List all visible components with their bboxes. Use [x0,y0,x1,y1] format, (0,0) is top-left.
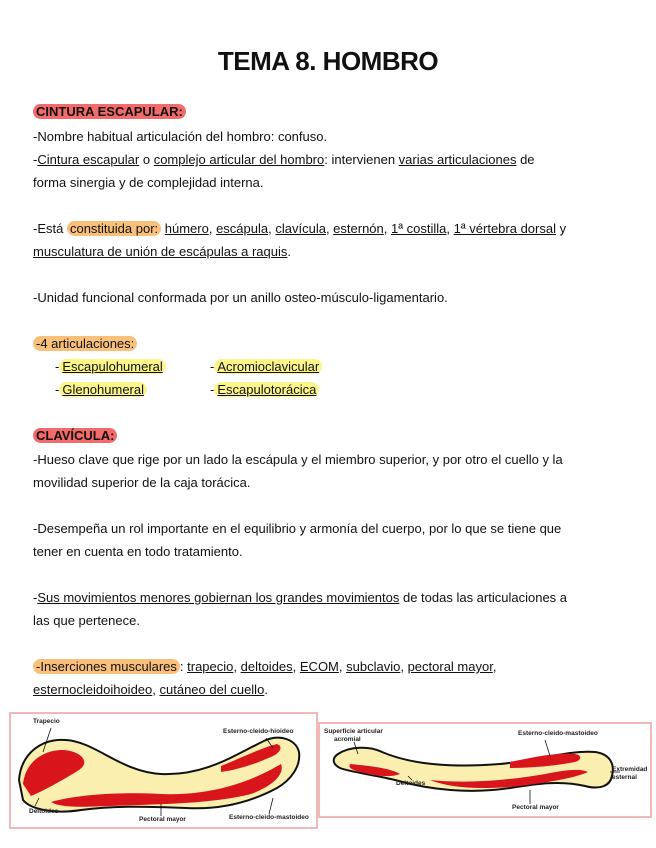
paragraph-3-line2: musculatura de unión de escápulas a raquis. [33,244,292,259]
label-deltoides-2: Deltoides [396,780,426,787]
paragraph-2-line2: forma sinergia y de complejidad interna. [33,175,264,190]
clavicle-figure-1 [9,712,318,829]
label-pectoral-mayor-1: Pectoral mayor [139,816,186,823]
label-esterno-cleido-hioideo: Esterno-cleido-hioideo [223,728,294,735]
paragraph-7: -Sus movimientos menores gobiernan los grandes movimientos de todas las articulaciones a [33,590,568,605]
page-title: TEMA 8. HOMBRO [217,46,439,76]
label-acromial: acromial [334,736,361,743]
paragraph-8-line2: esternocleidoihoideo, cutáneo del cuello. [33,682,268,697]
label-extremidad: Extremidad [612,766,648,773]
paragraph-5-line2: movilidad superior de la caja torácica. [33,475,251,490]
paragraph-6: -Desempeña un rol importante en el equilibrio y armonía del cuerpo, por lo que se tiene que [33,521,562,536]
paragraph-4: -Unidad funcional conformada por un anillo osteo-músculo-ligamentario. [33,290,448,305]
label-esterno-cleido-mastoideo-1: Esterno-cleido-mastoideo [229,814,309,821]
list-item-escapulotoracica: - Escapulotorácica [210,382,319,398]
heading-cintura-text: CINTURA ESCAPULAR: [33,104,186,119]
paragraph-5: -Hueso clave que rige por un lado la escápula y el miembro superior, y por otro el cuello y la [33,452,563,467]
heading-cintura [33,104,186,120]
label-deltoides-1: Deltoides [29,808,59,815]
paragraph-6-line2: tener en cuenta en todo tratamiento. [33,544,243,559]
heading-clavicula: CLAVÍCULA: [33,428,117,444]
paragraph-7-line2: las que pertenece. [33,613,140,628]
clavicle-illustration-2 [320,724,650,816]
list-item-glenohumeral: - Glenohumeral [55,382,147,398]
heading-articulaciones: -4 articulaciones: [33,336,137,352]
list-item-acromioclavicular: - Acromioclavicular [210,359,322,375]
label-trapecio: Trapecio [33,718,60,725]
label-pectoral-mayor-2: Pectoral mayor [512,804,559,811]
paragraph-8: -Inserciones musculares : trapecio, deltoides, ECOM, subclavio, pectoral mayor, [33,659,496,675]
label-superficie-articular: Superficie articular [324,728,383,735]
label-esternal: esternal [612,774,637,781]
paragraph-2: -Cintura escapular o complejo articular del hombro: intervienen varias articulaciones de [33,152,535,167]
list-item-escapulohumeral: - Escapulohumeral [55,359,166,375]
label-esterno-cleido-mastoideo-2: Esterno-cleido-mastoideo [518,730,598,737]
paragraph-3: -Está constituida por: húmero, escápula, clavícula, esternón, 1ª costilla, 1ª vértebra dorsal y [33,221,567,236]
paragraph-1: -Nombre habitual articulación del hombro: confuso. [33,129,328,144]
clavicle-figure-2 [318,722,652,818]
